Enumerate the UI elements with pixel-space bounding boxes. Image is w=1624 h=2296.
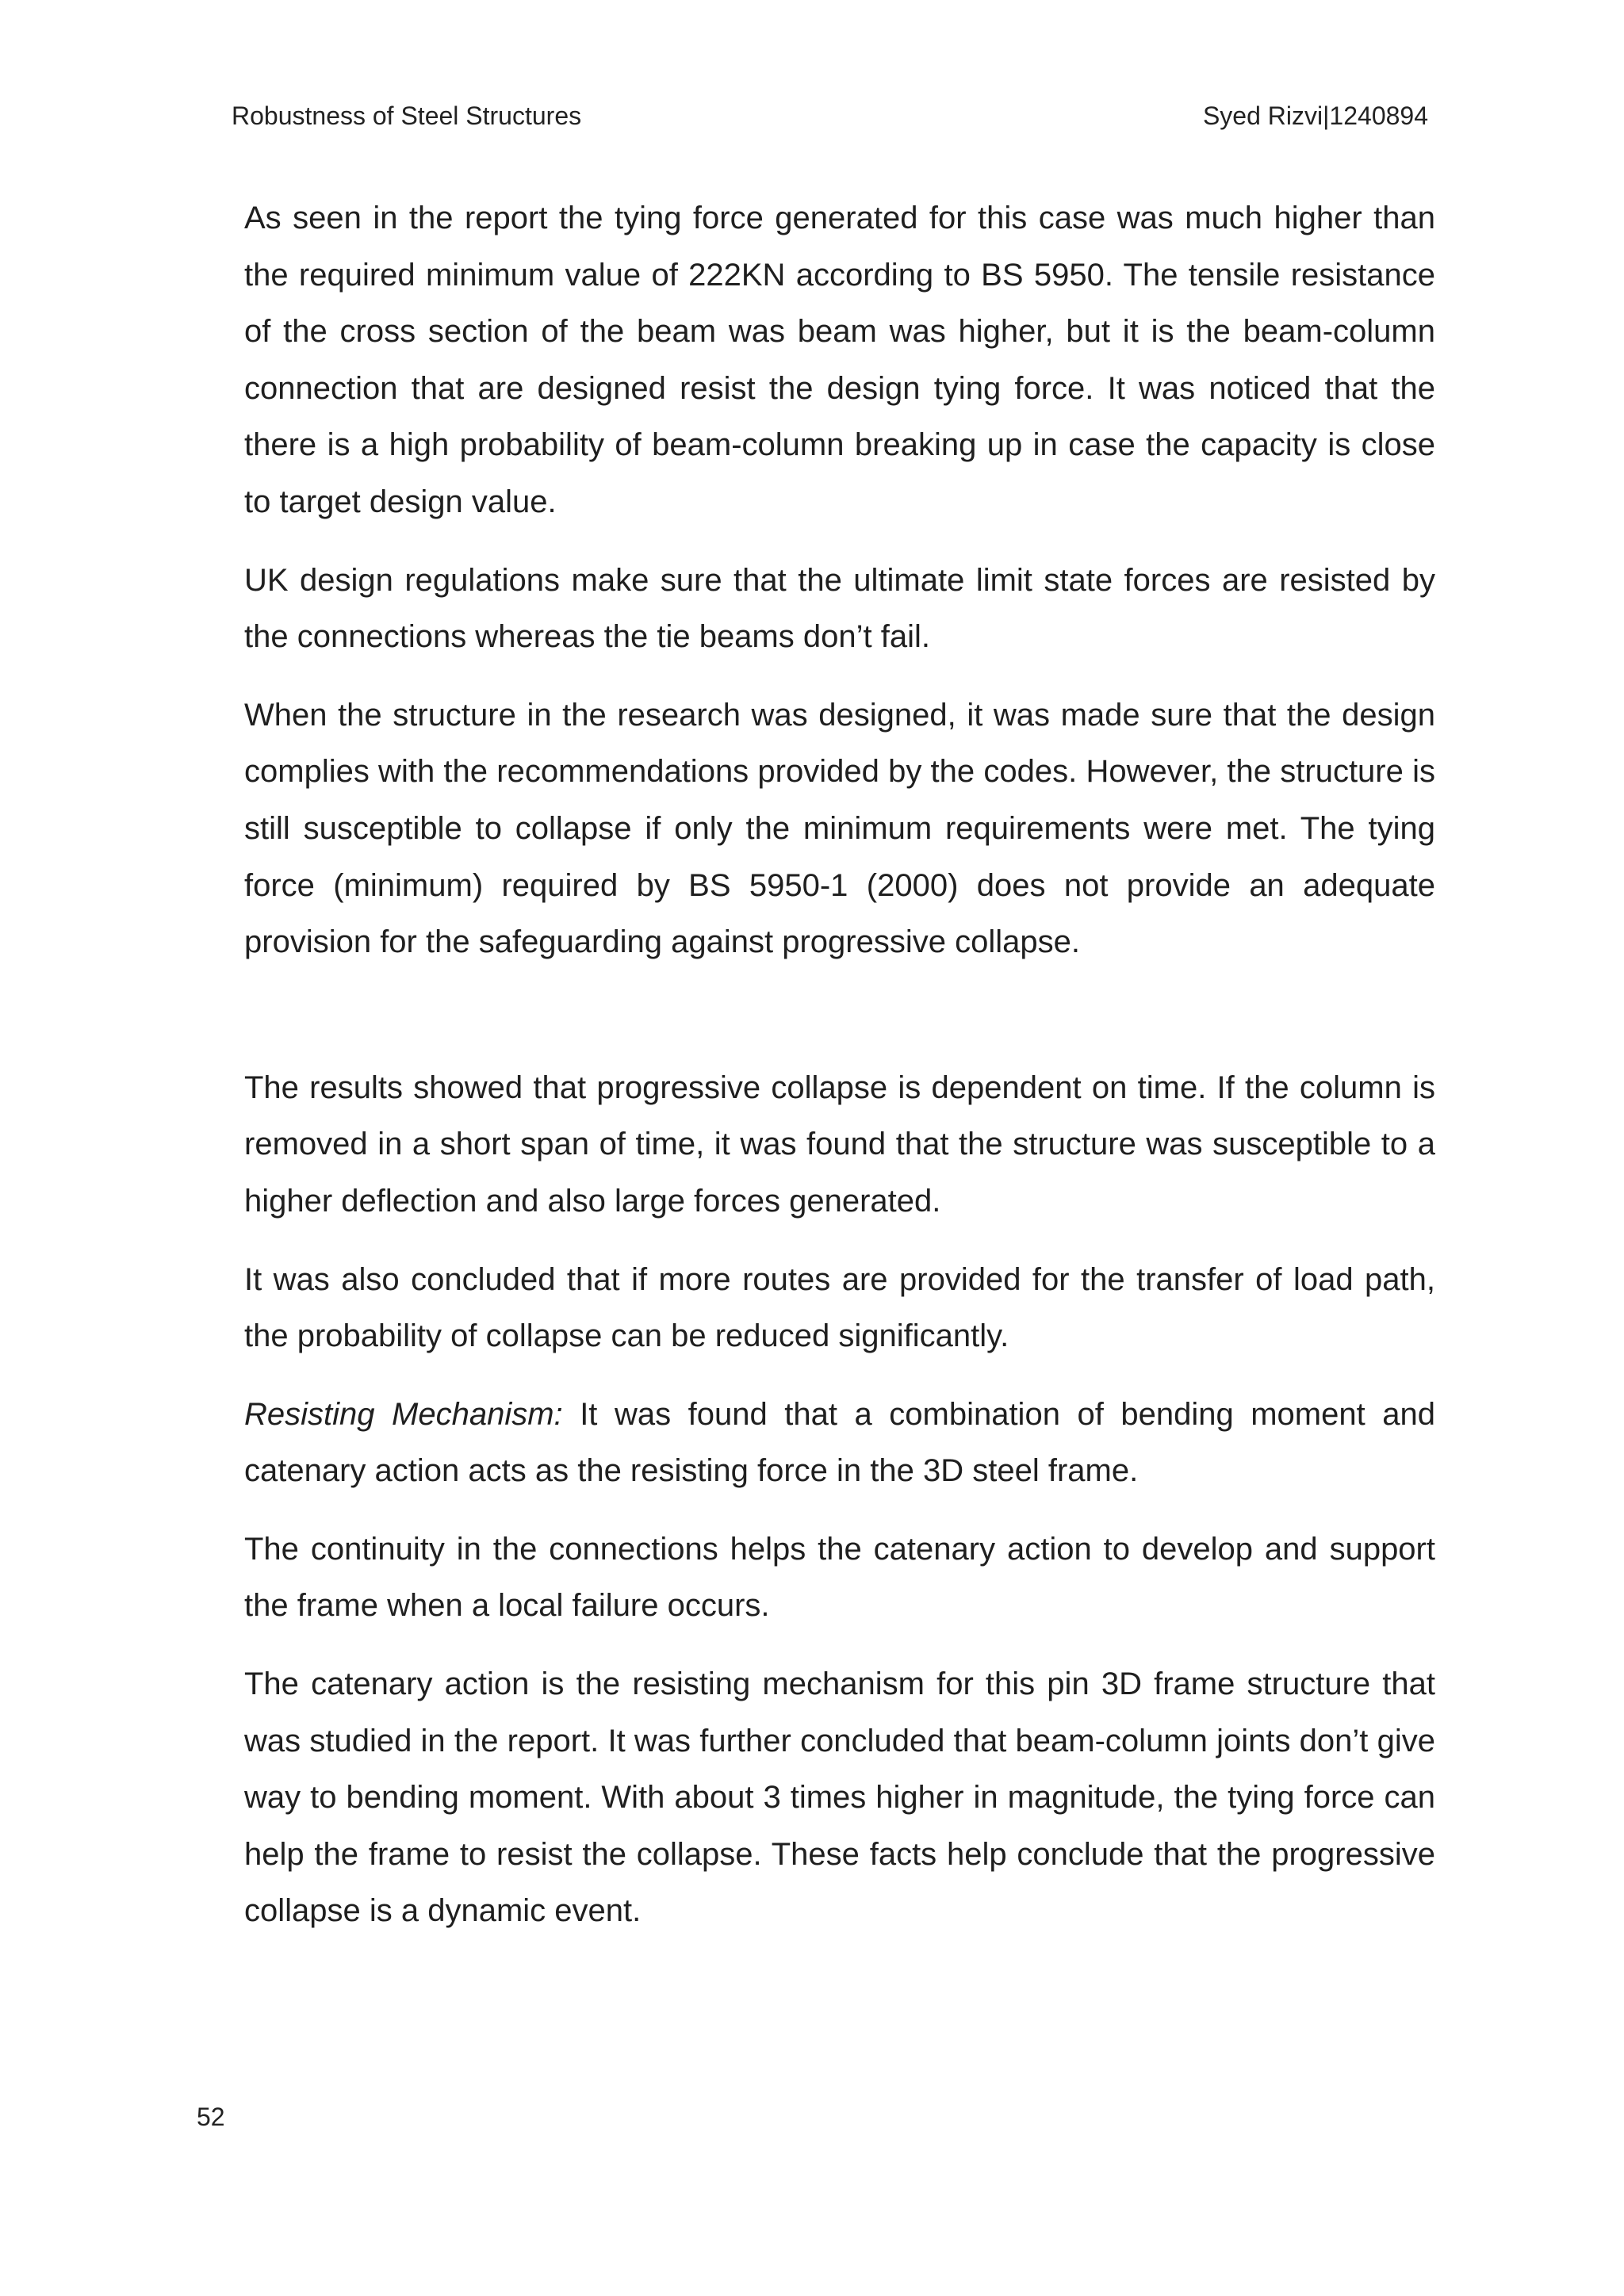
- running-header-title: Robustness of Steel Structures: [232, 101, 582, 130]
- paragraph-catenary-action: The catenary action is the resisting mechanism for this pin 3D frame structure that was studied in the report. It was further concluded that beam-column joints don’t give way to bending moment. With about 3 times higher in magnitude, the tying force can help the frame to resist the collapse. These facts help conclude that the progressive collapse is a dynamic event.: [244, 1667, 1435, 1929]
- body-text: [244, 190, 1435, 1961]
- paragraph-load-path: It was also concluded that if more routes are provided for the transfer of load path, the probability of collapse can be reduced significantly.: [244, 1261, 1435, 1354]
- paragraph-results: The results showed that progressive collapse is dependent on time. If the column is removed in a short span of time, it was found that the structure was susceptible to a higher deflection and also large forces generated.: [244, 1070, 1435, 1219]
- resisting-mechanism-text: It was found that a combination of bending moment and catenary action acts as the resisting force in the 3D steel frame.: [244, 1396, 1435, 1489]
- running-header-author: Syed Rizvi|1240894: [1202, 101, 1428, 130]
- page-number: 52: [197, 2103, 225, 2131]
- paragraph-structure-design: When the structure in the research was designed, it was made sure that the design complies with the recommendations provided by the codes. However, the structure is still susceptible to collapse if only the minimum requirements were met. The tying force (minimum) required by BS 5950-1 (2000) does not provide an adequate provision for the safeguarding against progressive collapse.: [244, 697, 1435, 960]
- paragraph-resisting-mechanism: [244, 1387, 1435, 1500]
- paragraph-tying-force: As seen in the report the tying force generated for this case was much higher than the required minimum value of 222KN according to BS 5950. The tensile resistance of the cross section of the beam was beam was higher, but it is the beam-column connection that are designed resist the design tying force. It was noticed that the there is a high probability of beam-column breaking up in case the capacity is close to target design value.: [244, 201, 1435, 519]
- resisting-mechanism-label: Resisting Mechanism:: [244, 1396, 563, 1432]
- paragraph-uk-regulations: UK design regulations make sure that the ultimate limit state forces are resisted by the connections whereas the tie beams don’t fail.: [244, 562, 1435, 655]
- paragraph-continuity: The continuity in the connections helps the catenary action to develop and support the frame when a local failure occurs.: [244, 1531, 1435, 1624]
